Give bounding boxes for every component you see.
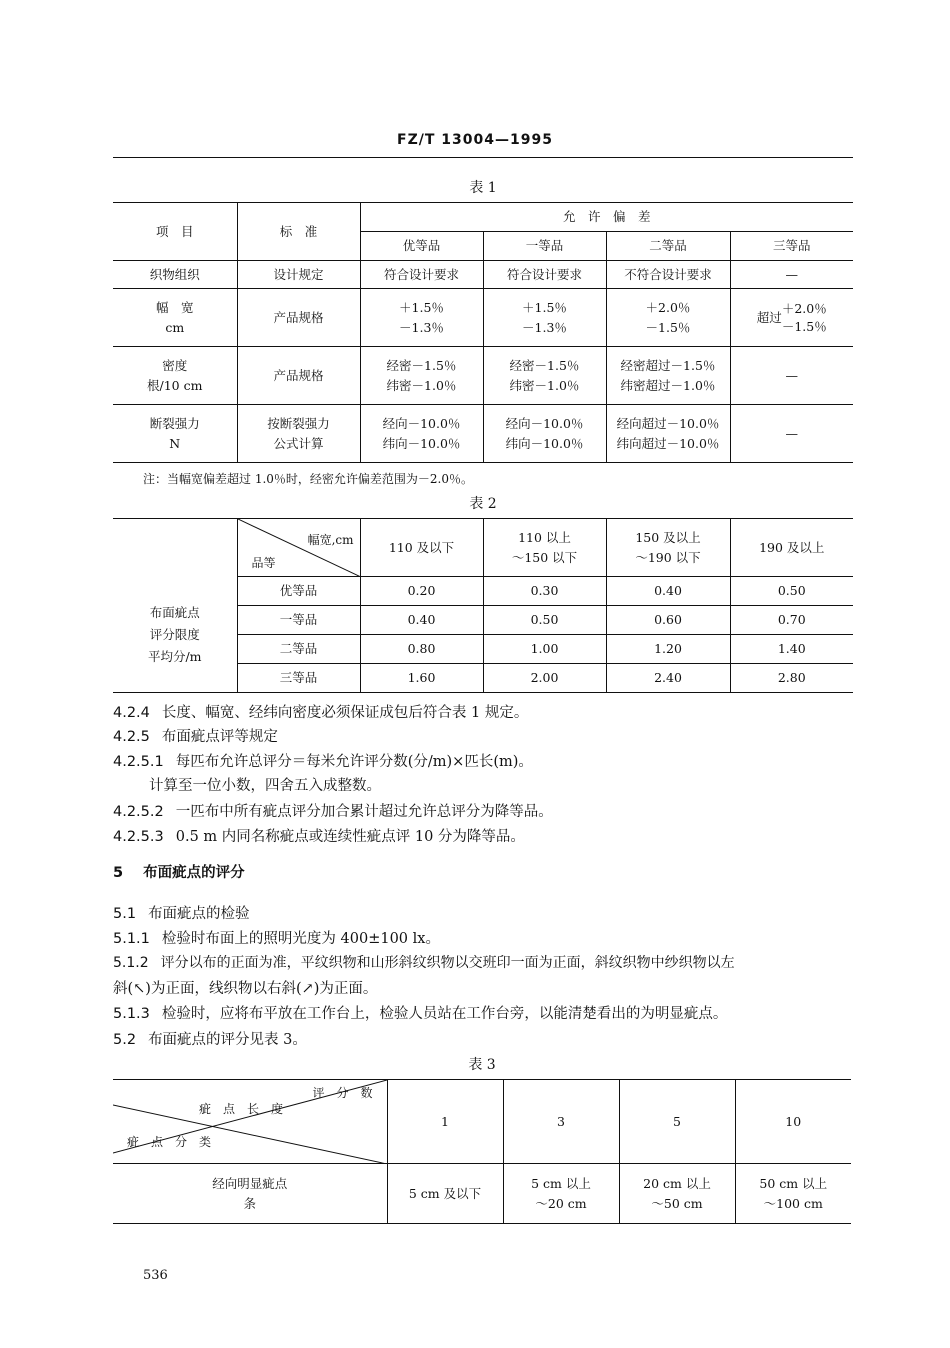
table-cell: 5 cm 以上 ～20 cm	[503, 1164, 619, 1224]
table-cell: 经密－1.5％ 纬密－1.0％	[483, 347, 606, 405]
table2	[113, 518, 853, 693]
clause-4-2-5-2: 4.2.5.2 一匹布中所有疵点评分加合累计超过允许总评分为降等品。	[113, 804, 553, 820]
table2-diag-bottom: 品等	[251, 556, 276, 570]
table1-col-allowed: 允 许 偏 差	[360, 203, 853, 232]
table-cell: 0.30	[483, 577, 606, 606]
table1-standard: 设计规定	[237, 261, 360, 289]
table-cell: 0.60	[606, 606, 730, 635]
table-cell: 经密超过－1.5％ 纬密超过－1.0％	[606, 347, 730, 405]
table1-caption: 表 1	[469, 180, 497, 196]
table-cell: 0.40	[360, 606, 483, 635]
table-cell: 0.40	[606, 577, 730, 606]
table-cell: 0.50	[483, 606, 606, 635]
table-cell: 符合设计要求	[360, 261, 483, 289]
clause-4-2-5-3: 4.2.5.3 0.5 m 内同名称疵点或连续性疵点评 10 分为降等品。	[113, 829, 525, 845]
clause-continuation: 斜(↖)为正面，线织物以右斜(↗)为正面。	[113, 981, 378, 997]
table-cell: 1.40	[730, 635, 853, 664]
table1	[113, 202, 853, 463]
clause-5-1: 5.1 布面疵点的检验	[113, 906, 250, 922]
table2-col-header: 110 及以下	[360, 519, 483, 577]
table-row	[113, 289, 853, 347]
table-cell: 5 cm 及以下	[387, 1164, 503, 1224]
table1-item: 断裂强力 N	[113, 405, 237, 463]
table-cell: 2.80	[730, 664, 853, 693]
table-cell: 经密－1.5％ 纬密－1.0％	[360, 347, 483, 405]
table-cell: 经向－10.0％ 纬向－10.0％	[483, 405, 606, 463]
standard-code: FZ/T 13004—1995	[397, 132, 553, 148]
table3-caption: 表 3	[468, 1057, 496, 1073]
header-rule	[113, 157, 853, 158]
table-cell: 符合设计要求	[483, 261, 606, 289]
table-row	[113, 261, 853, 289]
table-cell: —	[730, 261, 853, 289]
table-cell: 50 cm 以上 ～100 cm	[735, 1164, 851, 1224]
table-cell: ＋1.5％ －1.3％	[360, 289, 483, 347]
table2-diag-top: 幅宽,cm	[307, 533, 354, 547]
table3-score-header: 5	[619, 1080, 735, 1164]
clause-5-1-1: 5.1.1 检验时布面上的照明光度为 400±100 lx。	[113, 931, 440, 947]
table1-grade-header: 一等品	[483, 232, 606, 261]
table2-col-header: 110 以上 ～150 以下	[483, 519, 606, 577]
section-5-heading: 5 布面疵点的评分	[113, 864, 245, 881]
table-cell: 2.00	[483, 664, 606, 693]
table-cell: 0.20	[360, 577, 483, 606]
table2-caption: 表 2	[469, 496, 497, 512]
table1-standard: 按断裂强力 公式计算	[237, 405, 360, 463]
table3-row-label: 经向明显疵点 条	[113, 1164, 387, 1224]
table-cell: 1.60	[360, 664, 483, 693]
table-cell: 超过 ＋2.0％ －1.5％	[730, 289, 853, 347]
table3	[113, 1079, 851, 1224]
table-cell: ＋2.0％ －1.5％	[606, 289, 730, 347]
table3-diagonal-header	[113, 1080, 387, 1164]
table-row	[113, 1164, 851, 1224]
table-cell: 0.50	[730, 577, 853, 606]
table2-col-header: 190 及以上	[730, 519, 853, 577]
clause-continuation: 计算至一位小数，四舍五入成整数。	[149, 778, 381, 794]
table-cell: 1.20	[606, 635, 730, 664]
table1-grade-header: 优等品	[360, 232, 483, 261]
table-cell: ＋1.5％ －1.3％	[483, 289, 606, 347]
table1-col-item: 项 目	[113, 203, 237, 261]
table1-grade-header: 三等品	[730, 232, 853, 261]
table-cell: 经向超过－10.0％ 纬向超过－10.0％	[606, 405, 730, 463]
table-row	[113, 347, 853, 405]
clause-4-2-5: 4.2.5 布面疵点评等规定	[113, 729, 278, 745]
table3-score-header: 3	[503, 1080, 619, 1164]
table-cell: 不符合设计要求	[606, 261, 730, 289]
table1-item: 织物组织	[113, 261, 237, 289]
table-cell: 0.70	[730, 606, 853, 635]
table3-score-header: 10	[735, 1080, 851, 1164]
table-cell: 0.80	[360, 635, 483, 664]
table-cell: 2.40	[606, 664, 730, 693]
table2-grade: 优等品	[237, 577, 360, 606]
clause-5-2: 5.2 布面疵点的评分见表 3。	[113, 1032, 307, 1048]
table1-item: 幅 宽 cm	[113, 289, 237, 347]
table2-grade: 一等品	[237, 606, 360, 635]
clause-5-1-2: 5.1.2 评分以布的正面为准，平纹织物和山形斜纹织物以交班印一面为正面，斜纹织物中纱织物以左	[113, 955, 735, 971]
clause-4-2-5-1: 4.2.5.1 每匹布允许总评分＝每米允许评分数(分/m)×匹长(m)。	[113, 754, 533, 770]
page-number: 536	[143, 1268, 168, 1283]
table-cell: 20 cm 以上 ～50 cm	[619, 1164, 735, 1224]
table2-diagonal-header	[237, 519, 360, 577]
table-cell: —	[730, 347, 853, 405]
table1-standard: 产品规格	[237, 347, 360, 405]
table-row	[113, 405, 853, 463]
table-cell: —	[730, 405, 853, 463]
table1-note: 注：当幅宽偏差超过 1.0％时，经密允许偏差范围为－2.0％。	[143, 472, 473, 486]
table1-standard: 产品规格	[237, 289, 360, 347]
table3-score-header: 1	[387, 1080, 503, 1164]
clause-4-2-4: 4.2.4 长度、幅宽、经纬向密度必须保证成包后符合表 1 规定。	[113, 705, 529, 721]
table2-category: 布面疵点 评分限度 平均分/m	[113, 519, 237, 693]
table1-grade-header: 二等品	[606, 232, 730, 261]
table1-item: 密度 根/10 cm	[113, 347, 237, 405]
clause-5-1-3: 5.1.3 检验时，应将布平放在工作台上，检验人员站在工作台旁，以能清楚看出的为明显疵点。	[113, 1006, 728, 1022]
table-cell: 1.00	[483, 635, 606, 664]
table2-grade: 三等品	[237, 664, 360, 693]
table2-grade: 二等品	[237, 635, 360, 664]
table2-col-header: 150 及以上 ～190 以下	[606, 519, 730, 577]
table1-col-standard: 标 准	[237, 203, 360, 261]
table-cell: 经向－10.0％ 纬向－10.0％	[360, 405, 483, 463]
table3-diag-bottom: 疵 点 分 类	[127, 1135, 212, 1149]
table3-diag-mid: 疵 点 长 度	[199, 1102, 284, 1116]
table3-diag-top: 评 分 数	[312, 1086, 373, 1100]
